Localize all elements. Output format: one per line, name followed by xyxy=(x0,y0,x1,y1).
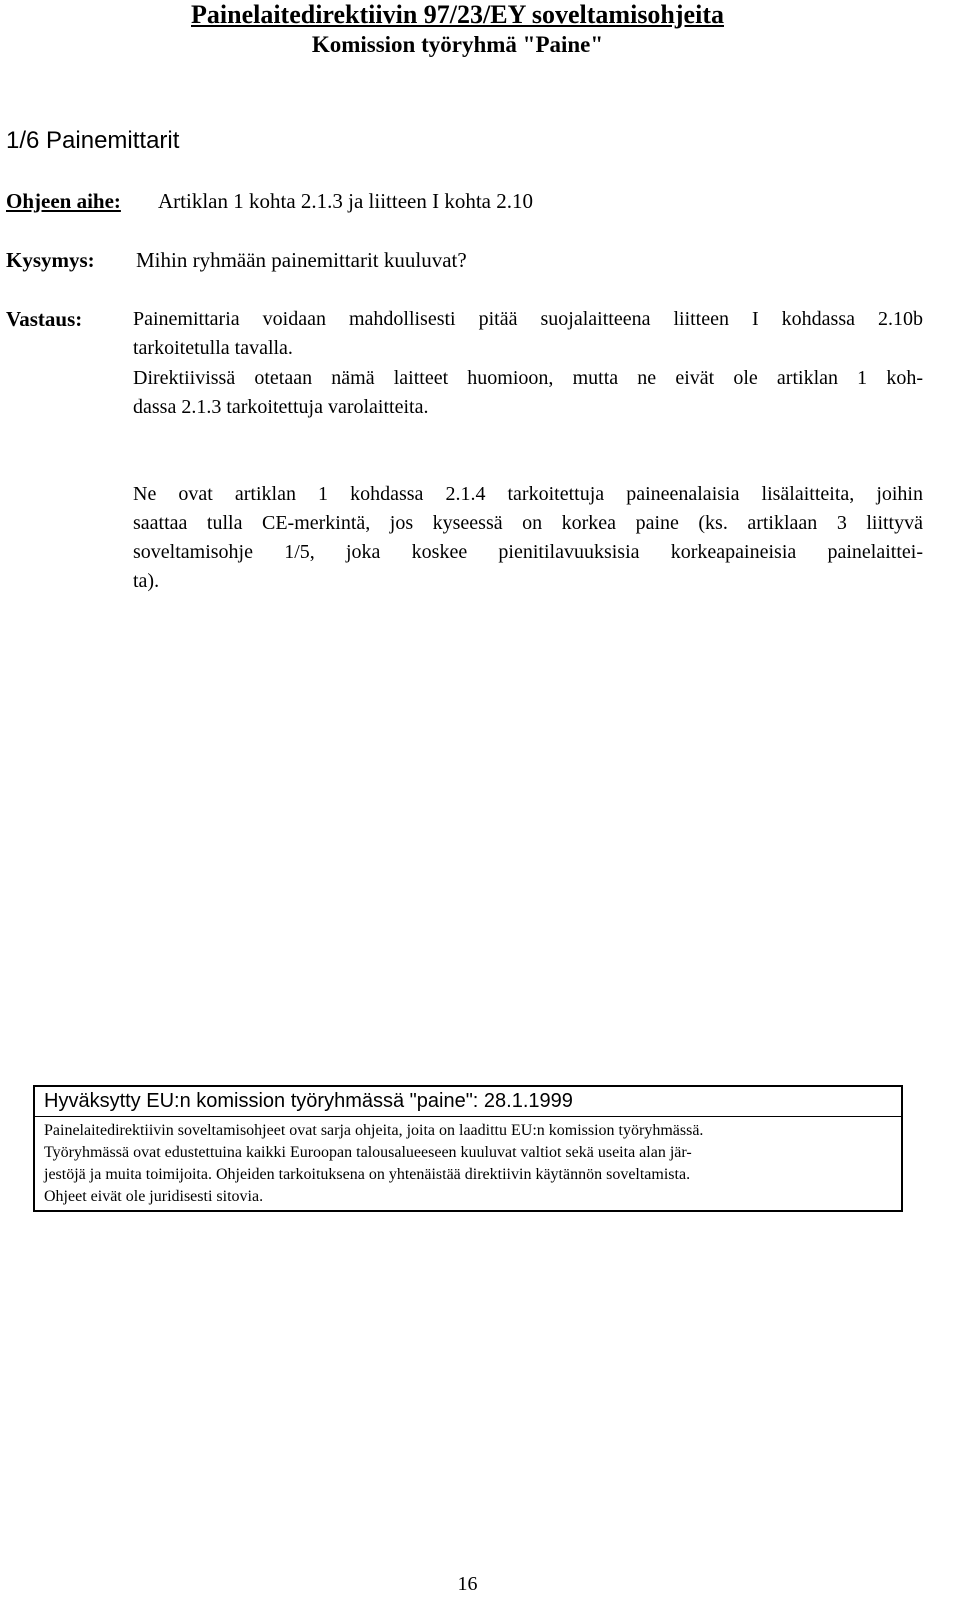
approval-text xyxy=(44,1120,892,1208)
section-title: 1/6 Painemittarit xyxy=(6,127,180,154)
answer-paragraph-line: Painemittaria voidaan mahdollisesti pitää suojalaitteena liitteen I kohdassa 2.10b xyxy=(133,308,923,330)
answer-paragraph-line: saattaa tulla CE-merkintä, jos kyseessä on korkea paine (ks. artiklaan 3 liittyvä xyxy=(133,512,923,534)
answer-paragraph-1 xyxy=(133,305,923,363)
answer-paragraph-2 xyxy=(133,364,923,422)
answer-paragraph-line: Ne ovat artiklan 1 kohdassa 2.1.4 tarkoitettuja paineenalaisia lisälaitteita, joihin xyxy=(133,483,923,505)
answer-paragraph-line: tarkoitetulla tavalla. xyxy=(133,337,293,359)
question-label: Kysymys: xyxy=(6,248,95,272)
approval-text-line: Painelaitedirektiivin soveltamisohjeet ovat sarja ohjeita, joita on laadittu EU:n komission työryhmässä. xyxy=(44,1122,704,1139)
approval-text-line: jestöjä ja muita toimijoita. Ohjeiden tarkoituksena on yhtenäistää direktiivin käytännön soveltamista. xyxy=(44,1166,691,1183)
answer-paragraph-line: ta). xyxy=(133,570,160,592)
answer-label: Vastaus: xyxy=(6,307,83,331)
topic-label: Ohjeen aihe: xyxy=(6,189,121,213)
approval-heading: Hyväksytty EU:n komission työryhmässä "paine": 28.1.1999 xyxy=(44,1090,573,1112)
document-title: Painelaitedirektiivin 97/23/EY soveltamisohjeita xyxy=(191,0,724,29)
approval-divider xyxy=(33,1116,903,1117)
approval-text-line: Ohjeet eivät ole juridisesti sitovia. xyxy=(44,1188,264,1205)
answer-paragraph-line: Direktiivissä otetaan nämä laitteet huomioon, mutta ne eivät ole artiklan 1 koh- xyxy=(133,367,923,389)
page-number: 16 xyxy=(457,1573,478,1595)
question-value: Mihin ryhmään painemittarit kuuluvat? xyxy=(136,248,467,272)
approval-text-line: Työryhmässä ovat edustettuina kaikki Euroopan talousalueeseen kuuluvat valtiot sekä useita alan jär- xyxy=(44,1144,692,1161)
answer-paragraph-line: soveltamisohje 1/5, joka koskee pienitilavuuksisia korkeapaineisia painelaittei- xyxy=(133,541,923,563)
answer-paragraph-3 xyxy=(133,480,923,596)
document-subtitle: Komission työryhmä "Paine" xyxy=(311,32,604,57)
topic-value: Artiklan 1 kohta 2.1.3 ja liitteen I kohta 2.10 xyxy=(158,189,534,213)
answer-paragraph-line: dassa 2.1.3 tarkoitettuja varolaitteita. xyxy=(133,396,429,418)
